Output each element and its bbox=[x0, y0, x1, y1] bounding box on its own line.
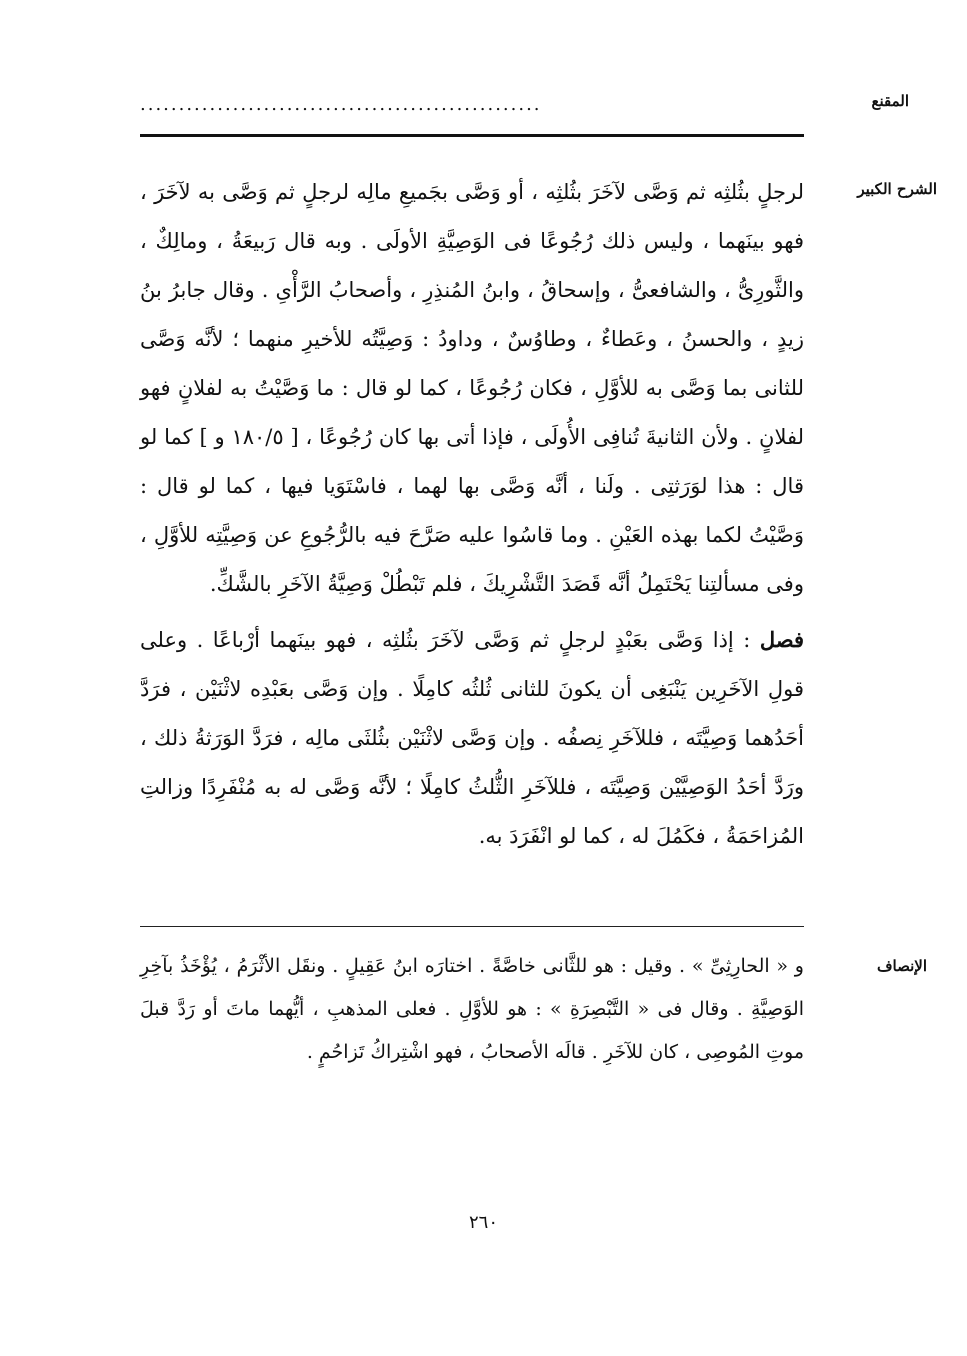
page-number: ٢٦٠ bbox=[468, 1212, 498, 1233]
header-rule bbox=[140, 134, 804, 137]
fasl-heading: فصل bbox=[759, 627, 804, 652]
insaf-margin-label: الإنصاف bbox=[876, 957, 927, 975]
page-header bbox=[140, 88, 909, 128]
header-dot-leader: .................................................... bbox=[140, 94, 542, 115]
insaf-paragraph: و « الحارِثِىِّ » . وقيل : هو للثَّانى خاصَّةً . اختارَه ابنُ عَقِيلٍ . ونقَل الأثْرَمُ ، يُؤْخَذُ بآخِرِ الوَصِيَّةِ . وقال فى « التَّبْصِرَةِ » : هو للأوَّلِ . فعلى المذهبِ ، أيُّهما ماتَ أو رَدَّ قبلَ موتِ المُوصِى ، كان للآخَرِ . قالَه الأصحابُ ، فهو اشْتِراكُ تَزاحُمٍ . bbox=[140, 955, 804, 1063]
insaf-body bbox=[140, 945, 804, 1074]
running-head-title: المقنع bbox=[871, 92, 909, 110]
fasl-text: : إذا وَصَّى بعَبْدٍ لرجلٍ ثم وَصَّى لآخَرَ بثُلثِه ، فهو بينَهما أرْباعًا . وعلى قولِ الآخَرِين يَنْبَغِى أن يكونَ للثانى ثُلثُه كامِلًا . وإن وَصَّى بعَبْدِه لاثْنَيْن ، فرَدَّ أحَدُهما وَصِيَّتَه ، فللآخَرِ نِصفُه . وإن وَصَّى لاثْنَيْن بثُلثَى مالِه ، فرَدَّ الوَرَثةُ ذلك ، ورَدَّ أحَدُ الوَصِيَّيْن وَصِيَّتَه ، فللآخَرِ الثُّلثُ كامِلًا ؛ لأنَّه وَصَّى له به مُنْفَرِدًا وزالتِ المُزاحَمَةُ ، فكَمُلَ له ، كما لو انْفَرَدَ به. bbox=[140, 628, 804, 848]
fasl-paragraph bbox=[140, 615, 804, 861]
sharh-body bbox=[140, 168, 804, 861]
section-divider bbox=[140, 926, 804, 927]
sharh-paragraph-1: لرجلٍ بثُلثِه ثم وَصَّى لآخَرَ بثُلثِه ، أو وَصَّى بجَميعِ مالِه لرجلٍ ثم وَصَّى به لآخَرَ ، فهو بينَهما ، وليس ذلك رُجُوعًا فى الوَصِيَّةِ الأولَى . وبه قال رَبيعَةُ ، ومالِكٌ ، والثَّورِىُّ ، والشافعىُّ ، وإسحاقُ ، وابنُ المُنذِرِ ، وأصحابُ الرَّأْىِ . وقال جابرُ بنُ زيدٍ ، والحسنُ ، وعَطاءٌ ، وطاوُسٌ ، وداودُ : وَصِيَّتُه للأخيرِ منهما ؛ لأنَّه وَصَّى للثانى بما وَصَّى به للأوَّلِ ، فكان رُجُوعًا ، كما لو قال : ما وَصَّيْتُ به لفلانٍ فهو لفلانٍ . ولأن الثانيةَ تُنافِى الأُولَى ، فإذا أتى بها كان رُجُوعًا ، [ ١٨٠/٥ و ] كما لو قال : هذا لوَرَثتِى . ولَنا ، أنَّه وَصَّى بها لهما ، فاسْتَوَيا فيها ، كما لو قال : وَصَّيْتُ لكما بهذه العَيْنِ . وما قاسُوا عليه صَرَّحَ فيه بالرُّجُوعِ عن وَصِيَّتِه للأوَّلِ ، وفى مسألتِنا يَحْتَمِلُ أنَّه قَصَدَ التَّشْرِيكَ ، فلم تَبْطُلْ وَصِيَّةُ الآخَرِ بالشَّكِّ. bbox=[140, 180, 804, 596]
sharh-margin-label: الشرح الكبير bbox=[857, 180, 937, 198]
